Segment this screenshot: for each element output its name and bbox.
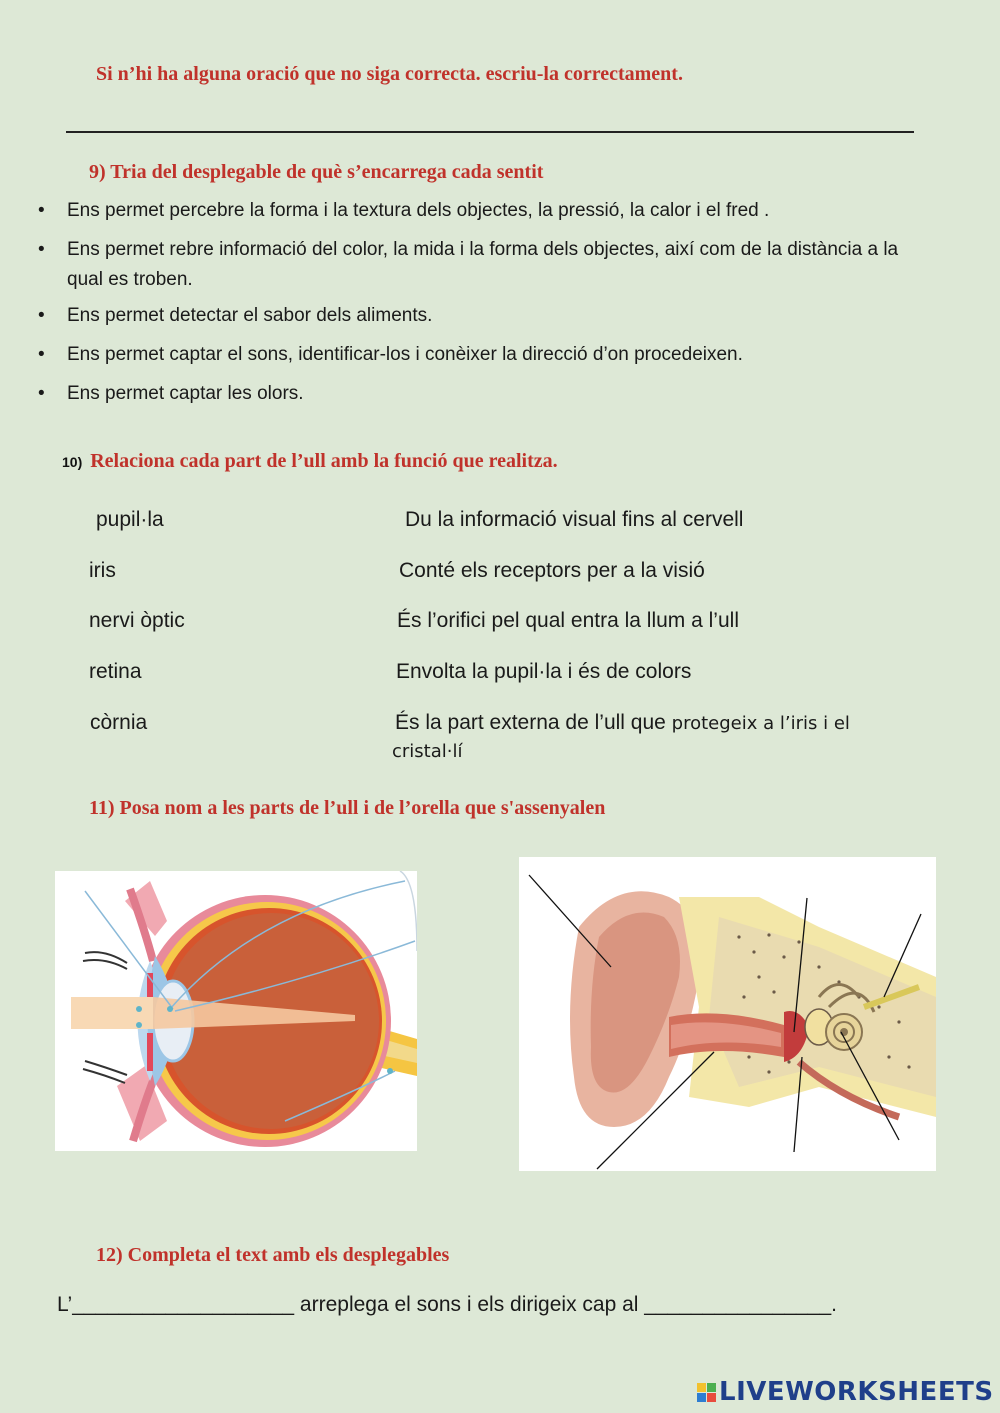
logo-badge-icon bbox=[697, 1383, 716, 1402]
fill-blank-1[interactable]: ___________________ bbox=[72, 1293, 295, 1316]
logo-text: LIVEWORKSHEETS bbox=[719, 1377, 994, 1407]
function-1: Du la informació visual fins al cervell bbox=[405, 508, 744, 531]
q9-item: • Ens permet captar el sons, identificar-los i conèixer la direcció d’on procedeixen. bbox=[38, 340, 918, 370]
function-4: Envolta la pupil·la i és de colors bbox=[396, 660, 692, 683]
part-nervi-optic: nervi òptic bbox=[89, 609, 185, 632]
q11-heading: 11) Posa nom a les parts de l’ull i de l’orella que s'assenyalen bbox=[89, 797, 606, 819]
q9-heading: 9) Tria del desplegable de què s’encarrega cada sentit bbox=[89, 161, 544, 183]
fill-prefix: L’ bbox=[57, 1293, 73, 1316]
part-iris: iris bbox=[89, 559, 116, 582]
answer-line[interactable] bbox=[66, 131, 914, 133]
ear-illustration bbox=[519, 857, 936, 1171]
function-5-cont-2: cristal·lí bbox=[392, 741, 463, 762]
fill-middle: arreplega el sons i els dirigeix cap al bbox=[294, 1293, 645, 1316]
q9-list bbox=[38, 196, 918, 418]
ear-diagram bbox=[519, 857, 936, 1171]
q10-heading-row bbox=[62, 450, 558, 473]
part-pupilla: pupil·la bbox=[96, 508, 164, 531]
part-retina: retina bbox=[89, 660, 142, 683]
liveworksheets-logo[interactable] bbox=[697, 1377, 994, 1407]
q9-item: • Ens permet captar les olors. bbox=[38, 379, 918, 409]
eye-illustration bbox=[55, 871, 417, 1151]
function-5 bbox=[395, 711, 850, 735]
function-3: És l’orifici pel qual entra la llum a l’ull bbox=[397, 609, 739, 632]
q10-heading: Relaciona cada part de l’ull amb la funció que realitza. bbox=[90, 450, 558, 472]
q9-item: • Ens permet rebre informació del color, la mida i la forma dels objectes, així com de la distància a la qual es troben. bbox=[38, 235, 918, 295]
q9-item: • Ens permet percebre la forma i la textura dels objectes, la pressió, la calor i el fred . bbox=[38, 196, 918, 226]
q9-item: • Ens permet detectar el sabor dels aliments. bbox=[38, 301, 918, 331]
fill-suffix: . bbox=[831, 1293, 837, 1316]
fill-sentence bbox=[57, 1293, 837, 1317]
intro-instruction: Si n’hi ha alguna oració que no siga correcta. escriu-la correctament. bbox=[96, 63, 683, 85]
function-5-cont: protegeix a l’iris i el bbox=[671, 713, 850, 734]
fill-blank-2[interactable]: ________________ bbox=[644, 1293, 832, 1316]
part-cornia: còrnia bbox=[90, 711, 148, 734]
function-5-text: És la part externa de l’ull que bbox=[395, 711, 666, 734]
eye-diagram bbox=[55, 871, 417, 1151]
function-2: Conté els receptors per a la visió bbox=[399, 559, 705, 582]
q10-number: 10) bbox=[62, 454, 83, 470]
q12-heading: 12) Completa el text amb els desplegables bbox=[96, 1244, 450, 1266]
